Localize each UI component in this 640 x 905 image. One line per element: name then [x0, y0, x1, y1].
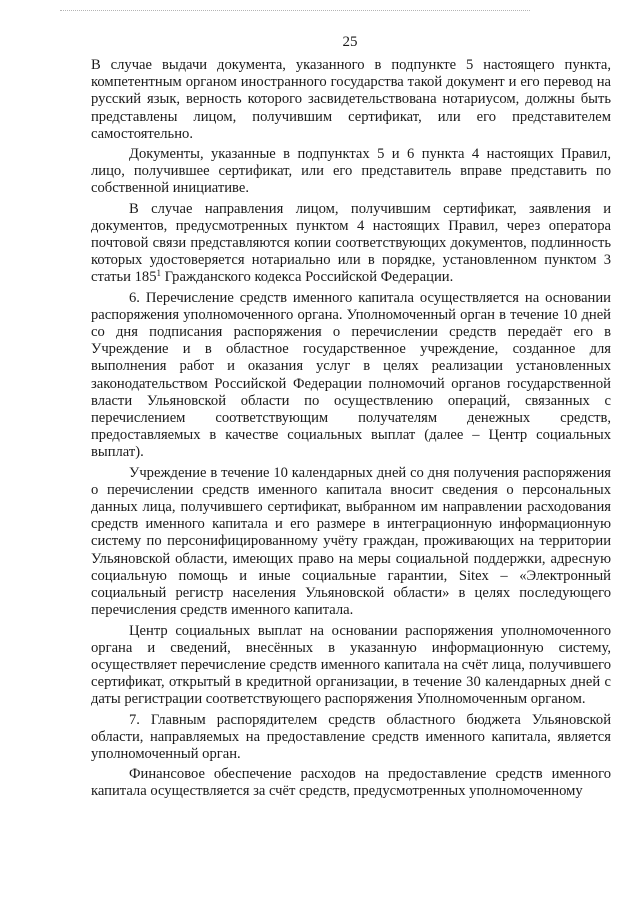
scan-top-edge: [60, 10, 530, 13]
paragraph: Учреждение в течение 10 календарных дней со дня получения распоряжения о перечислении средств именного капитала вносит сведения о персональных данных лица, получившего сертификат, выбранном им направлении расходования средств именного капитала и его размере в интеграционную информационную систему по персонифицированному учёту граждан, проживающих на территории Ульяновской области, имеющих право на меры социальной поддержки, адресную социальную помощь и иные социальные гарантии, Sitex – «Электронный социальный регистр населения Ульяновской области» в целях последующего перечисления средств именного капитала.: [91, 464, 611, 619]
paragraph: 7. Главным распорядителем средств областного бюджета Ульяновской области, направляемых на предоставление средств именного капитала, является уполномоченный орган.: [91, 711, 611, 762]
paragraph: В случае выдачи документа, указанного в подпункте 5 настоящего пункта, компетентным органом иностранного государства такой документ и его перевод на русский язык, верность которого засвидетельствована нотариусом, должны быть представлены лицом, получившим сертификат, или его представителем самостоятельно.: [91, 57, 611, 142]
paragraph: [91, 201, 611, 287]
paragraph: Финансовое обеспечение расходов на предоставление средств именного капитала осуществляется за счёт средств, предусмотренных уполномоченному: [91, 766, 611, 800]
paragraph: 6. Перечисление средств именного капитала осуществляется на основании распоряжения уполномоченного органа. Уполномоченный орган в течение 10 дней со дня подписания распоряжения о перечислении средств передаёт его в Учреждение и в областное государственное учреждение, созданное для выполнения работ и оказания услуг в целях реализации установленных законодательством Российской Федерации полномочий органов государственной власти Ульяновской области по осуществлению операций, связанных с перечислением соответствующим получателям денежных средств, предоставляемых в качестве социальных выплат (далее – Центр социальных выплат).: [91, 289, 611, 461]
footnote-mark: 1: [156, 268, 162, 279]
document-body: [91, 57, 611, 803]
page-number: 25: [342, 34, 358, 50]
paragraph-text: Гражданского кодекса Российской Федерации.: [161, 269, 454, 286]
paragraph: Центр социальных выплат на основании распоряжения уполномоченного органа и сведений, внесённых в указанную информационную систему, осуществляет перечисление средств именного капитала на счёт лица, получившего сертификат, открытый в кредитной организации, в течение 30 календарных дней с даты регистрации соответствующего распоряжения Уполномоченным органом.: [91, 622, 611, 708]
paragraph: Документы, указанные в подпунктах 5 и 6 пункта 4 настоящих Правил, лицо, получившее сертификат, или его представитель вправе представить по собственной инициативе.: [91, 146, 611, 197]
paragraph-text: В случае направления лицом, получившим сертификат, заявления и документов, предусмотренных пунктом 4 настоящих Правил, через оператора почтовой связи представляются копии соответствующих документов, подлинность которых удостоверяется нотариально или в порядке, установленном пунктом 3 статьи 185: [91, 200, 611, 286]
